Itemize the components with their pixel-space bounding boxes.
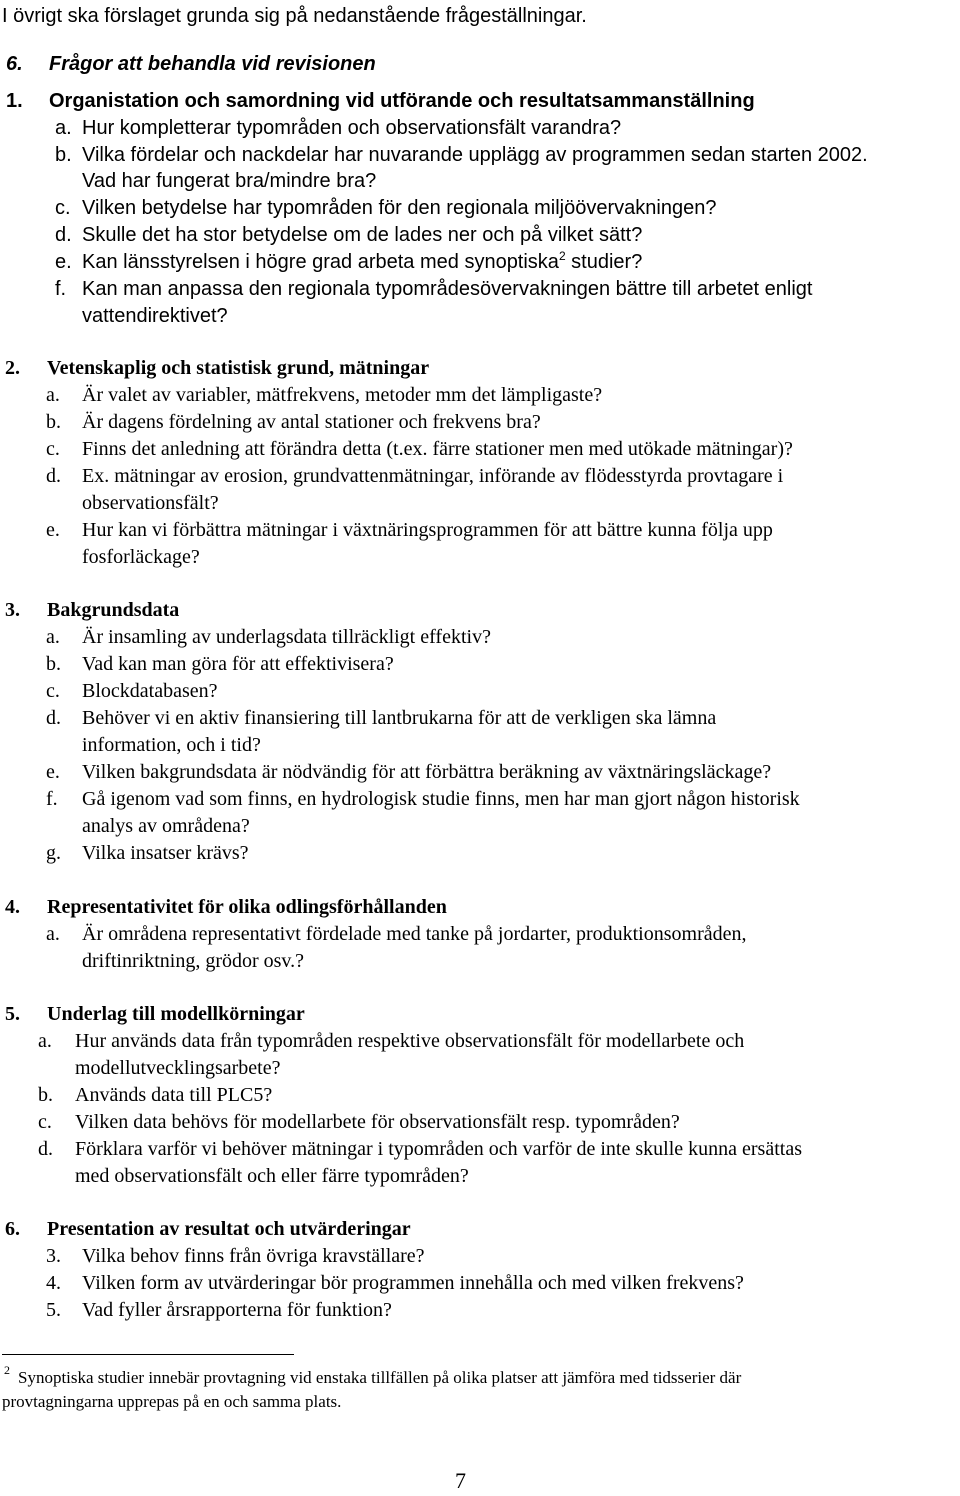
q1-a: Hur kompletterar typområden och observationsfält varandra? — [82, 117, 622, 139]
q6-4-marker: 4. — [46, 1272, 61, 1294]
q1-b-marker: b. — [55, 144, 72, 166]
q3-f-marker: f. — [46, 788, 58, 810]
q3-a-marker: a. — [46, 626, 60, 648]
footnote-ref: 2 — [558, 249, 566, 263]
section-heading: Frågor att behandla vid revisionen — [49, 53, 376, 75]
q1-title: Organistation och samordning vid utförande och resultatsammanställning — [49, 90, 755, 112]
q1-f-line2: vattendirektivet? — [82, 305, 228, 327]
q3-a: Är insamling av underlagsdata tillräckligt effektiv? — [82, 626, 491, 648]
footnote-line2: provtagningarna upprepas på en och samma plats. — [2, 1392, 342, 1411]
q2-title: Vetenskaplig och statistisk grund, mätningar — [47, 357, 430, 379]
q6-3-marker: 3. — [46, 1245, 61, 1267]
q2-d-line1: Ex. mätningar av erosion, grundvattenmätningar, införande av flödesstyrda provtagare i — [82, 465, 784, 487]
q5-a-line1: Hur används data från typområden respektive observationsfält för modellarbete och — [75, 1030, 745, 1052]
q5-title: Underlag till modellkörningar — [47, 1003, 305, 1025]
q5-c-marker: c. — [38, 1111, 52, 1133]
q3-c-marker: c. — [46, 680, 60, 702]
q2-e-line1: Hur kan vi förbättra mätningar i växtnäringsprogrammen för att bättre kunna följa upp — [82, 519, 773, 541]
page-number: 7 — [455, 1468, 466, 1493]
q3-e: Vilken bakgrundsdata är nödvändig för att förbättra beräkning av växtnäringsläckage? — [82, 761, 772, 783]
q3-b: Vad kan man göra för att effektivisera? — [82, 653, 394, 675]
q2-e-line2: fosforläckage? — [82, 546, 200, 568]
q3-f-line2: analys av områdena? — [82, 815, 250, 837]
q3-d-marker: d. — [46, 707, 61, 729]
q6-item-5: Vad fyller årsrapporterna för funktion? — [82, 1299, 392, 1321]
q5-a-line2: modellutvecklingsarbete? — [75, 1057, 281, 1079]
q2-b: Är dagens fördelning av antal stationer och frekvens bra? — [82, 411, 541, 433]
q2-c-marker: c. — [46, 438, 60, 460]
q5-c: Vilken data behövs för modellarbete för observationsfält resp. typområden? — [75, 1111, 680, 1133]
q1-d-marker: d. — [55, 224, 72, 246]
q1-e: Kan länsstyrelsen i högre grad arbeta med synoptiska$^2$ studier? — [82, 249, 643, 273]
q2-a-marker: a. — [46, 384, 60, 406]
q1-e-marker: e. — [55, 251, 72, 273]
intro-text: I övrigt ska förslaget grunda sig på nedanstående frågeställningar. — [2, 5, 587, 27]
footnote-mark: 2 — [4, 1363, 10, 1377]
q1-b-line1: Vilka fördelar och nackdelar har nuvarande upplägg av programmen sedan starten 2002. — [82, 144, 868, 166]
q6-5-marker: 5. — [46, 1299, 61, 1321]
q4-a-line2: driftinriktning, grödor osv.? — [82, 950, 305, 972]
q6-title: Presentation av resultat och utvärderingar — [47, 1218, 411, 1240]
q5-b: Används data till PLC5? — [75, 1084, 273, 1106]
q3-f-line1: Gå igenom vad som finns, en hydrologisk studie finns, men har man gjort någon historisk — [82, 788, 800, 810]
q6-item-3: Vilka behov finns från övriga kravställare? — [82, 1245, 425, 1267]
q2-b-marker: b. — [46, 411, 61, 433]
q5-d-marker: d. — [38, 1138, 53, 1160]
q3-b-marker: b. — [46, 653, 61, 675]
q5-d-line2: med observationsfält och eller färre typområden? — [75, 1165, 469, 1187]
q5-d-line1: Förklara varför vi behöver mätningar i typområden och varför de inte skulle kunna ersättas — [75, 1138, 802, 1160]
q3-number: 3. — [5, 599, 20, 621]
q1-b-line2: Vad har fungerat bra/mindre bra? — [82, 170, 377, 192]
q5-number: 5. — [5, 1003, 20, 1025]
q1-c: Vilken betydelse har typområden för den regionala miljöövervakningen? — [82, 197, 717, 219]
section-number: 6. — [6, 53, 23, 75]
q5-a-marker: a. — [38, 1030, 52, 1052]
footnote-divider — [2, 1354, 294, 1355]
q3-e-marker: e. — [46, 761, 60, 783]
q3-title: Bakgrundsdata — [47, 599, 180, 621]
q1-number: 1. — [6, 90, 23, 112]
q2-c: Finns det anledning att förändra detta (t.ex. färre stationer men med utökade mätningar)? — [82, 438, 793, 460]
q2-d-line2: observationsfält? — [82, 492, 219, 514]
q1-f-marker: f. — [55, 278, 67, 300]
q2-e-marker: e. — [46, 519, 60, 541]
q1-f-line1: Kan man anpassa den regionala typområdesövervakningen bättre till arbetet enligt — [82, 278, 813, 300]
q3-d-line1: Behöver vi en aktiv finansiering till lantbrukarna för att de verkligen ska lämna — [82, 707, 717, 729]
q1-d: Skulle det ha stor betydelse om de lades ner och på vilket sätt? — [82, 224, 643, 246]
q3-d-line2: information, och i tid? — [82, 734, 261, 756]
q3-g-marker: g. — [46, 842, 61, 864]
q1-a-marker: a. — [55, 117, 72, 139]
q6-number: 6. — [5, 1218, 20, 1240]
q3-g: Vilka insatser krävs? — [82, 842, 249, 864]
q3-c: Blockdatabasen? — [82, 680, 218, 702]
q2-a: Är valet av variabler, mätfrekvens, metoder mm det lämpligaste? — [82, 384, 603, 406]
q6-item-4: Vilken form av utvärderingar bör programmen innehålla och med vilken frekvens? — [82, 1272, 744, 1294]
q4-a-line1: Är områdena representativt fördelade med tanke på jordarter, produktionsområden, — [82, 923, 747, 945]
q5-b-marker: b. — [38, 1084, 53, 1106]
q4-a-marker: a. — [46, 923, 60, 945]
q4-title: Representativitet för olika odlingsförhållanden — [47, 896, 447, 918]
q2-number: 2. — [5, 357, 20, 379]
footnote-line1: Synoptiska studier innebär provtagning vid enstaka tillfällen på olika platser att jämföra med tidsserier där — [18, 1368, 742, 1387]
q4-number: 4. — [5, 896, 20, 918]
q1-c-marker: c. — [55, 197, 71, 219]
q2-d-marker: d. — [46, 465, 61, 487]
